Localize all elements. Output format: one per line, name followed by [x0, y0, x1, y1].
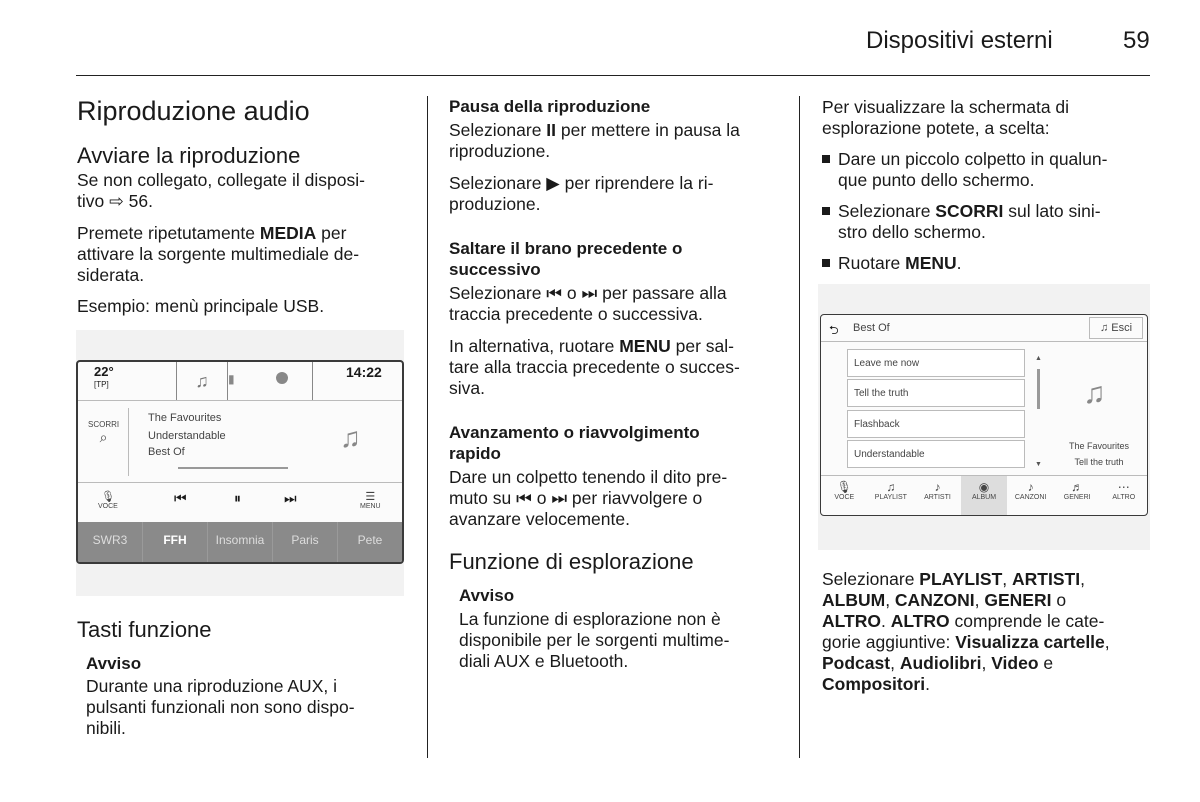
music-tab-icon[interactable]: ♫	[176, 362, 228, 400]
bullet-2: Selezionare SCORRI sul lato sini- stro dello schermo.	[818, 201, 1154, 243]
nav-tab-icon[interactable]	[276, 372, 288, 384]
subsection-title: Avviare la riproduzione	[77, 143, 301, 168]
album-name: Best Of	[148, 446, 185, 458]
heading-fast: Avanzamento o riavvolgimento rapido	[449, 423, 700, 463]
list-item[interactable]: Tell the truth	[847, 379, 1025, 407]
next-button[interactable]: ⏭	[284, 490, 297, 506]
album-art-icon: ♫	[340, 422, 361, 453]
pause-button[interactable]: ⏸	[234, 490, 241, 506]
tab-playlist[interactable]: ♫ PLAYLIST	[874, 480, 907, 501]
voice-button[interactable]: 🎙 VOCE	[98, 491, 118, 510]
mid-rule	[78, 482, 402, 483]
column-divider-2	[799, 96, 800, 758]
menu-button[interactable]: ☰ MENU	[360, 491, 381, 510]
phone-tab-icon[interactable]: ▮	[228, 372, 235, 386]
paragraph-alternative: In alternativa, ruotare MENU per sal- tare alla traccia precedente o succes- siva.	[449, 336, 740, 398]
list-item[interactable]: Leave me now	[847, 349, 1025, 377]
tab-voice[interactable]: 🎙 VOCE	[834, 480, 855, 501]
top-rule	[78, 400, 402, 401]
paragraph-example: Esempio: menù principale USB.	[77, 296, 325, 316]
bullet-list	[818, 149, 1154, 274]
screenshot-usb-main	[76, 330, 404, 596]
heading-skip: Saltare il brano precedente o successivo	[449, 239, 683, 279]
paragraph-skip: Selezionare ⏮ o ⏭ per passare alla traccia precedente o successiva.	[449, 283, 727, 324]
side-divider	[128, 408, 129, 476]
scroll-button[interactable]: SCORRI ⌕	[88, 420, 120, 445]
note-title: Avviso	[86, 654, 142, 673]
album-icon: ◉	[978, 480, 990, 494]
screenshot-browse	[818, 284, 1150, 550]
note-title-2: Avviso	[459, 586, 515, 605]
progress-bar[interactable]	[178, 467, 288, 469]
tab-genres[interactable]: ♬ GENERI	[1063, 480, 1091, 501]
paragraph-fast: Dare un colpetto tenendo il dito pre- muto su ⏮ o ⏭ per riavvolgere o avanzare velocemente.	[449, 467, 728, 529]
previous-button[interactable]: ⏮	[174, 490, 187, 506]
preset-3[interactable]: Insomnia	[208, 522, 273, 562]
scroll-up-icon[interactable]: ▲	[1035, 355, 1042, 362]
menu-icon: ☰	[365, 491, 376, 503]
heading-pause: Pausa della riproduzione	[449, 97, 651, 116]
subsection-title-2: Tasti funzione	[77, 617, 212, 642]
tab-artists[interactable]: ♪ ARTISTI	[924, 480, 951, 501]
paragraph-browse-intro: Per visualizzare la schermata di esplorazione potete, a scelta:	[822, 97, 1070, 138]
list-item[interactable]: Flashback	[847, 410, 1025, 438]
column-divider-1	[427, 96, 428, 758]
running-header: Dispositivi esterni	[866, 27, 1053, 54]
tab-songs[interactable]: ♪ CANZONI	[1014, 480, 1047, 501]
music-icon: ♫	[1099, 322, 1109, 334]
bullet-1: Dare un piccolo colpetto in qualun- que punto dello schermo.	[818, 149, 1154, 191]
browse-title: Best Of	[853, 322, 890, 334]
note-text: Durante una riproduzione AUX, i pulsanti funzionali non sono dispo- nibili.	[86, 676, 355, 738]
section-title: Riproduzione audio	[77, 96, 310, 126]
category-bar	[821, 475, 1147, 516]
header-rule	[76, 75, 1150, 76]
voice-icon: 🎙	[836, 480, 852, 494]
clock: 14:22	[346, 364, 382, 380]
page-number: 59	[1123, 27, 1150, 54]
artist-icon: ♪	[934, 480, 941, 494]
list-item[interactable]: Understandable	[847, 440, 1025, 468]
more-icon: ⋯	[1117, 480, 1130, 494]
playlist-icon: ♫	[886, 480, 896, 494]
paragraph-play: Selezionare ▶ per riprendere la ri- produzione.	[449, 173, 714, 214]
title-rule	[821, 341, 1147, 342]
now-playing-track: Tell the truth	[1074, 457, 1124, 467]
preset-5[interactable]: Pete	[357, 533, 383, 547]
bullet-3: Ruotare MENU.	[818, 253, 1154, 274]
preset-2[interactable]: FFH	[143, 522, 208, 562]
song-icon: ♪	[1027, 480, 1034, 494]
browse-screen	[820, 314, 1148, 516]
scroll-down-icon[interactable]: ▼	[1035, 461, 1042, 468]
preset-bar	[78, 522, 402, 562]
temperature: 22°	[94, 364, 114, 379]
preset-1[interactable]: SWR3	[78, 522, 143, 562]
artist-name: The Favourites	[148, 412, 222, 424]
scrollbar[interactable]	[1037, 369, 1040, 409]
back-icon[interactable]: ⮌	[829, 323, 839, 337]
track-title: Understandable	[148, 430, 226, 442]
paragraph-media: Premete ripetutamente MEDIA per attivare la sorgente multimediale de- siderata.	[77, 223, 360, 285]
bar-divider	[312, 362, 313, 400]
exit-button[interactable]: ♫ Esci	[1089, 317, 1143, 339]
tab-album[interactable]: ◉ ALBUM	[961, 476, 1008, 516]
preset-4[interactable]: Paris	[273, 522, 338, 562]
album-art-icon-2: ♫	[1083, 377, 1106, 410]
paragraph-categories: Selezionare PLAYLIST, ARTISTI, ALBUM, CANZONI, GENERI o ALTRO. ALTRO comprende le cate- gorie aggiuntive: Visualizza cartelle, Podcast, Audiolibri, Video e Compositori.	[822, 569, 1110, 694]
tp-indicator: [TP]	[94, 380, 109, 389]
paragraph-pause: Selezionare II per mettere in pausa la riproduzione.	[449, 120, 740, 161]
infotainment-screen	[76, 360, 404, 564]
paragraph-connect: Se non collegato, collegate il disposi- tivo ⇨ 56.	[77, 170, 365, 211]
voice-icon: 🎙	[100, 491, 115, 503]
heading-browse: Funzione di esplorazione	[449, 549, 694, 574]
now-playing-artist: The Favourites	[1068, 441, 1130, 451]
genre-icon: ♬	[1071, 480, 1084, 494]
search-icon: ⌕	[99, 429, 108, 445]
tab-more[interactable]: ⋯ ALTRO	[1112, 480, 1136, 501]
note-text-2: La funzione di esplorazione non è disponibile per le sorgenti multime- diali AUX e Bluetooth.	[459, 609, 730, 671]
